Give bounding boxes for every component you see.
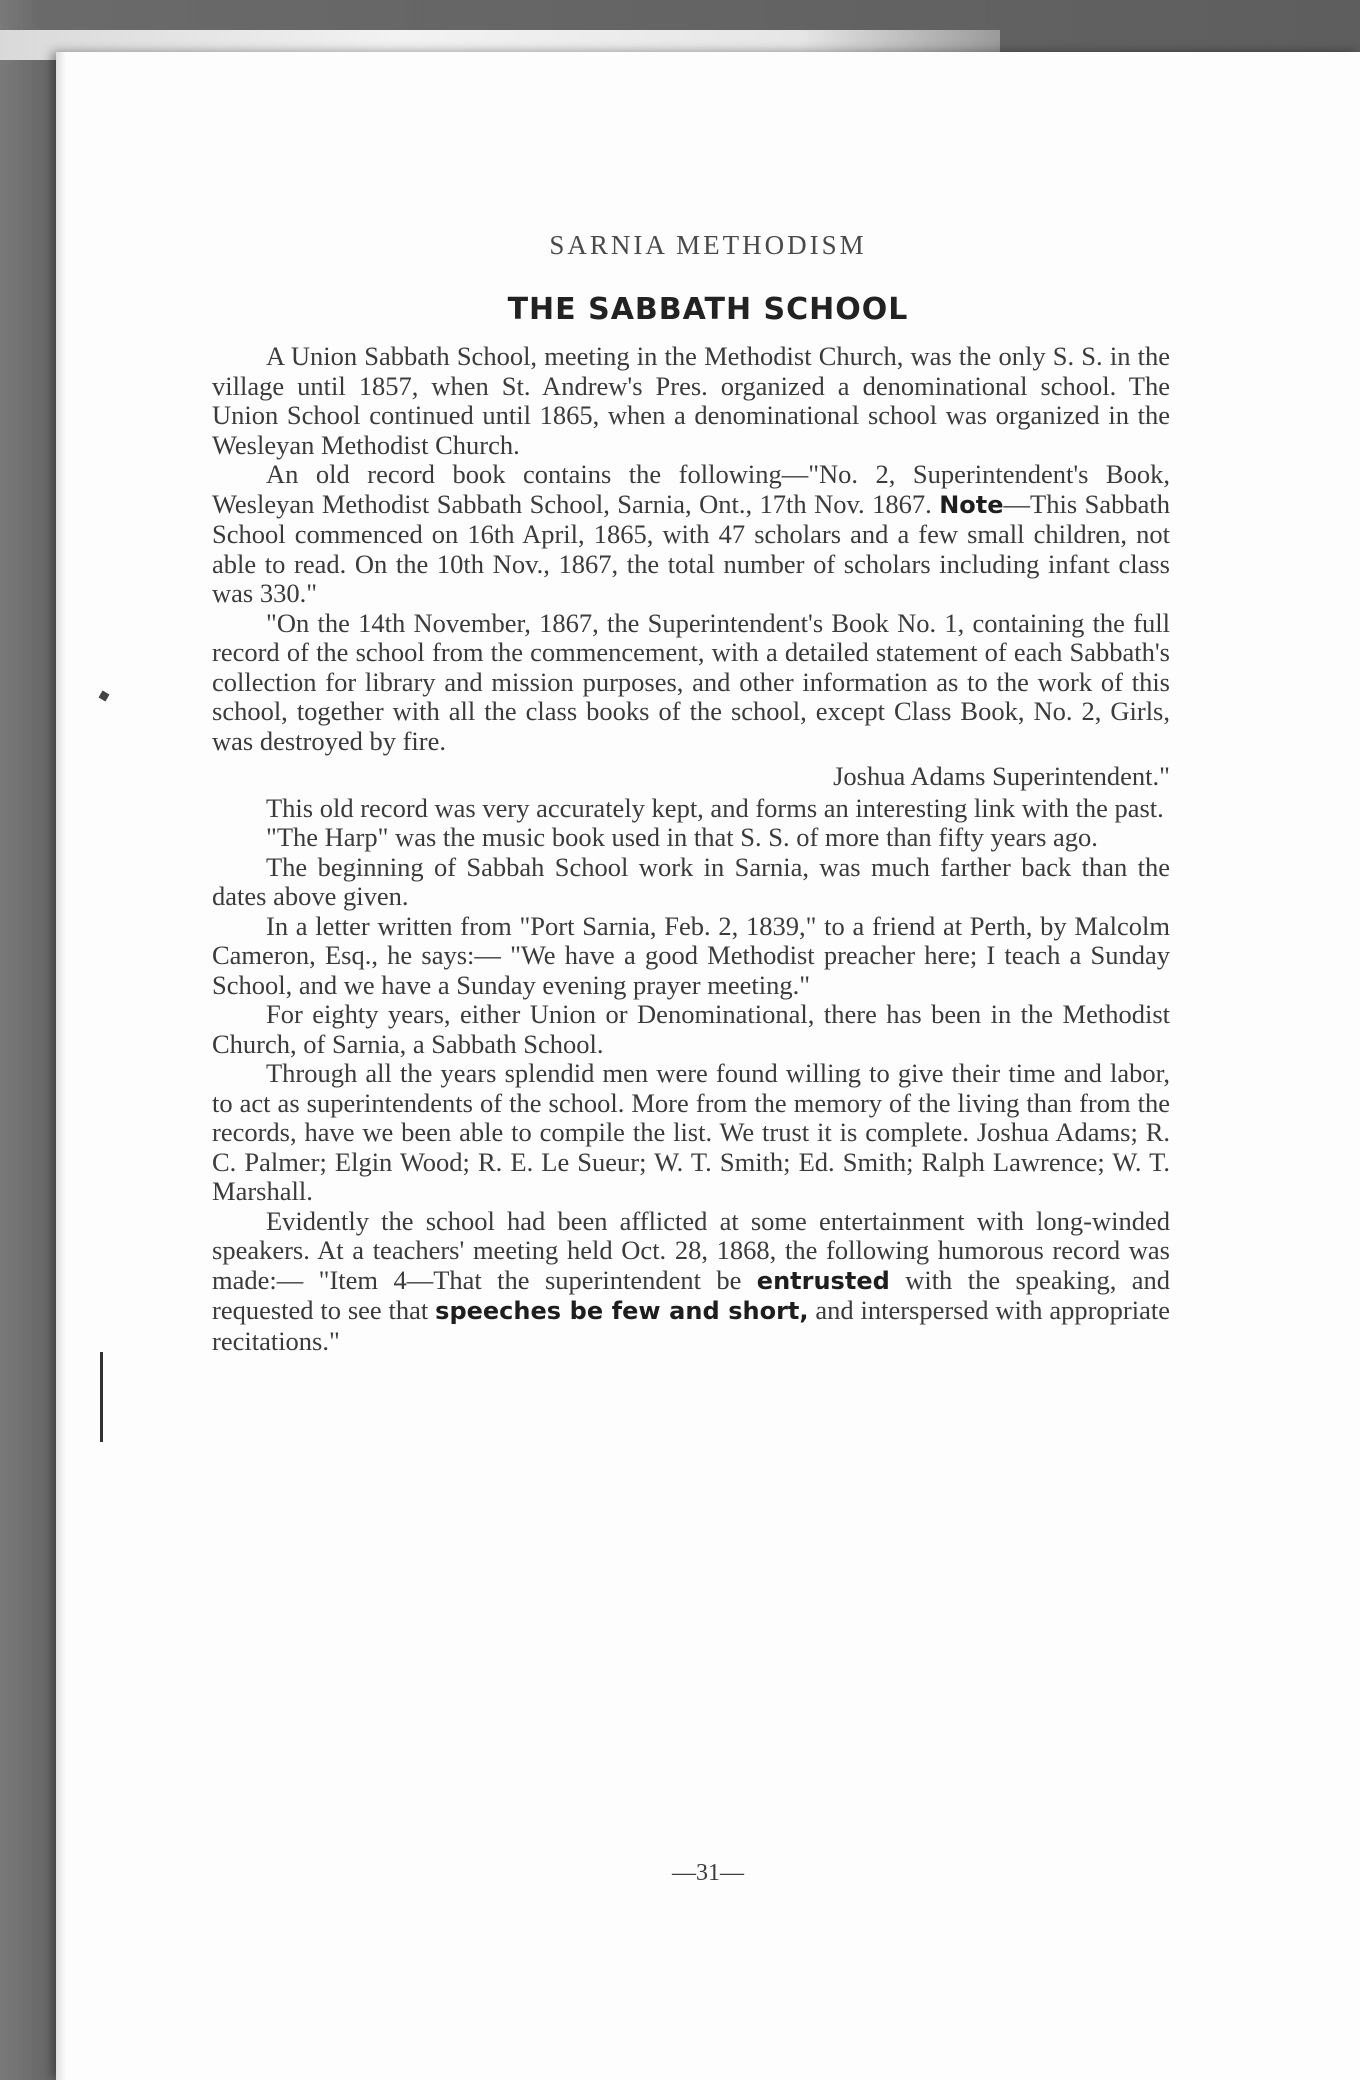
chapter-title: THE SABBATH SCHOOL [507,292,909,327]
page-edge-shadow [56,52,66,2080]
running-head: SARNIA METHODISM [549,230,867,260]
paragraph-union-school: A Union Sabbath School, meeting in the Methodist Church, was the only S. S. in the village until 1857, when St. Andrew's Pres. organized a denominational school. The Union School continued until 1865, when a denominational school was organized in the Wesleyan Methodist Church. [212,341,1170,460]
margin-tick-mark [99,691,110,702]
paragraph-beginning: The beginning of Sabbah School work in Sarnia, was much farther back than the dates above given. [212,851,1170,911]
document-page [56,52,1360,2080]
paragraph-old-record: This old record was very accurately kept, and forms an interesting link with the past. [266,792,1164,823]
paragraph-letter: In a letter written from "Port Sarnia, Feb. 2, 1839," to a friend at Perth, by Malcolm Cameron, Esq., he says:— "We have a good Methodist preacher here; I teach a Sunday School, and we have a Sunday evening prayer meeting." [212,910,1170,1000]
paragraph-eighty-years: For eighty years, either Union or Denominational, there has been in the Methodist Church, of Sarnia, a Sabbath School. [212,999,1170,1059]
margin-bar-mark [100,1352,103,1442]
note-label: Note [939,490,1004,519]
body-text [212,342,1170,1356]
record-book-note-text: —This Sabbath School commenced on 16th April, 1865, with 47 scholars and a few small children, not able to read. On the 10th Nov., 1867, the total number of scholars including infant class was 330." [212,488,1170,608]
item-4-text-c: and interspersed with appropriate recitations." [212,1295,1170,1356]
paragraph-item-4 [212,1207,1170,1357]
record-book-text: An old record book contains the following—"No. 2, Superintendent's Book, Wesleyan Methodist Sabbath School, Sarnia, Ont., 17th Nov. 1867. [212,459,1170,519]
paragraph-record-book [212,460,1170,609]
bold-entrusted: entrusted [756,1266,890,1295]
paragraph-harp: "The Harp" was the music book used in that S. S. of more than fifty years ago. [266,822,1098,852]
paragraph-superintendents: Through all the years splendid men were found willing to give their time and labor, to act as superintendents of the school. More from the memory of the living than from the records, have we been able to compile the list. We trust it is complete. Joshua Adams; R. C. Palmer; Elgin Wood; R. E. Le Sueur; W. T. Smith; Ed. Smith; Ralph Lawrence; W. T. Marshall. [212,1058,1170,1206]
signature: Joshua Adams Superintendent." [833,761,1170,791]
bold-speeches: speeches be few and short, [435,1297,809,1325]
page-number: —31— [672,1860,744,1886]
item-4-text-b: with the speaking, and requested to see that [212,1264,1170,1325]
item-4-text-a: Evidently the school had been afflicted at some entertainment with long-winded speakers. At a teachers' meeting held Oct. 28, 1868, the following humorous record was made:— "Item 4—That the superintendent be [212,1205,1170,1295]
paragraph-fire: "On the 14th November, 1867, the Superintendent's Book No. 1, containing the full record of the school from the commencement, with a detailed statement of each Sabbath's collection for library and mission purposes, and other information as to the work of this school, together with all the class books of the school, except Class Book, No. 2, Girls, was destroyed by fire. [212,607,1170,756]
